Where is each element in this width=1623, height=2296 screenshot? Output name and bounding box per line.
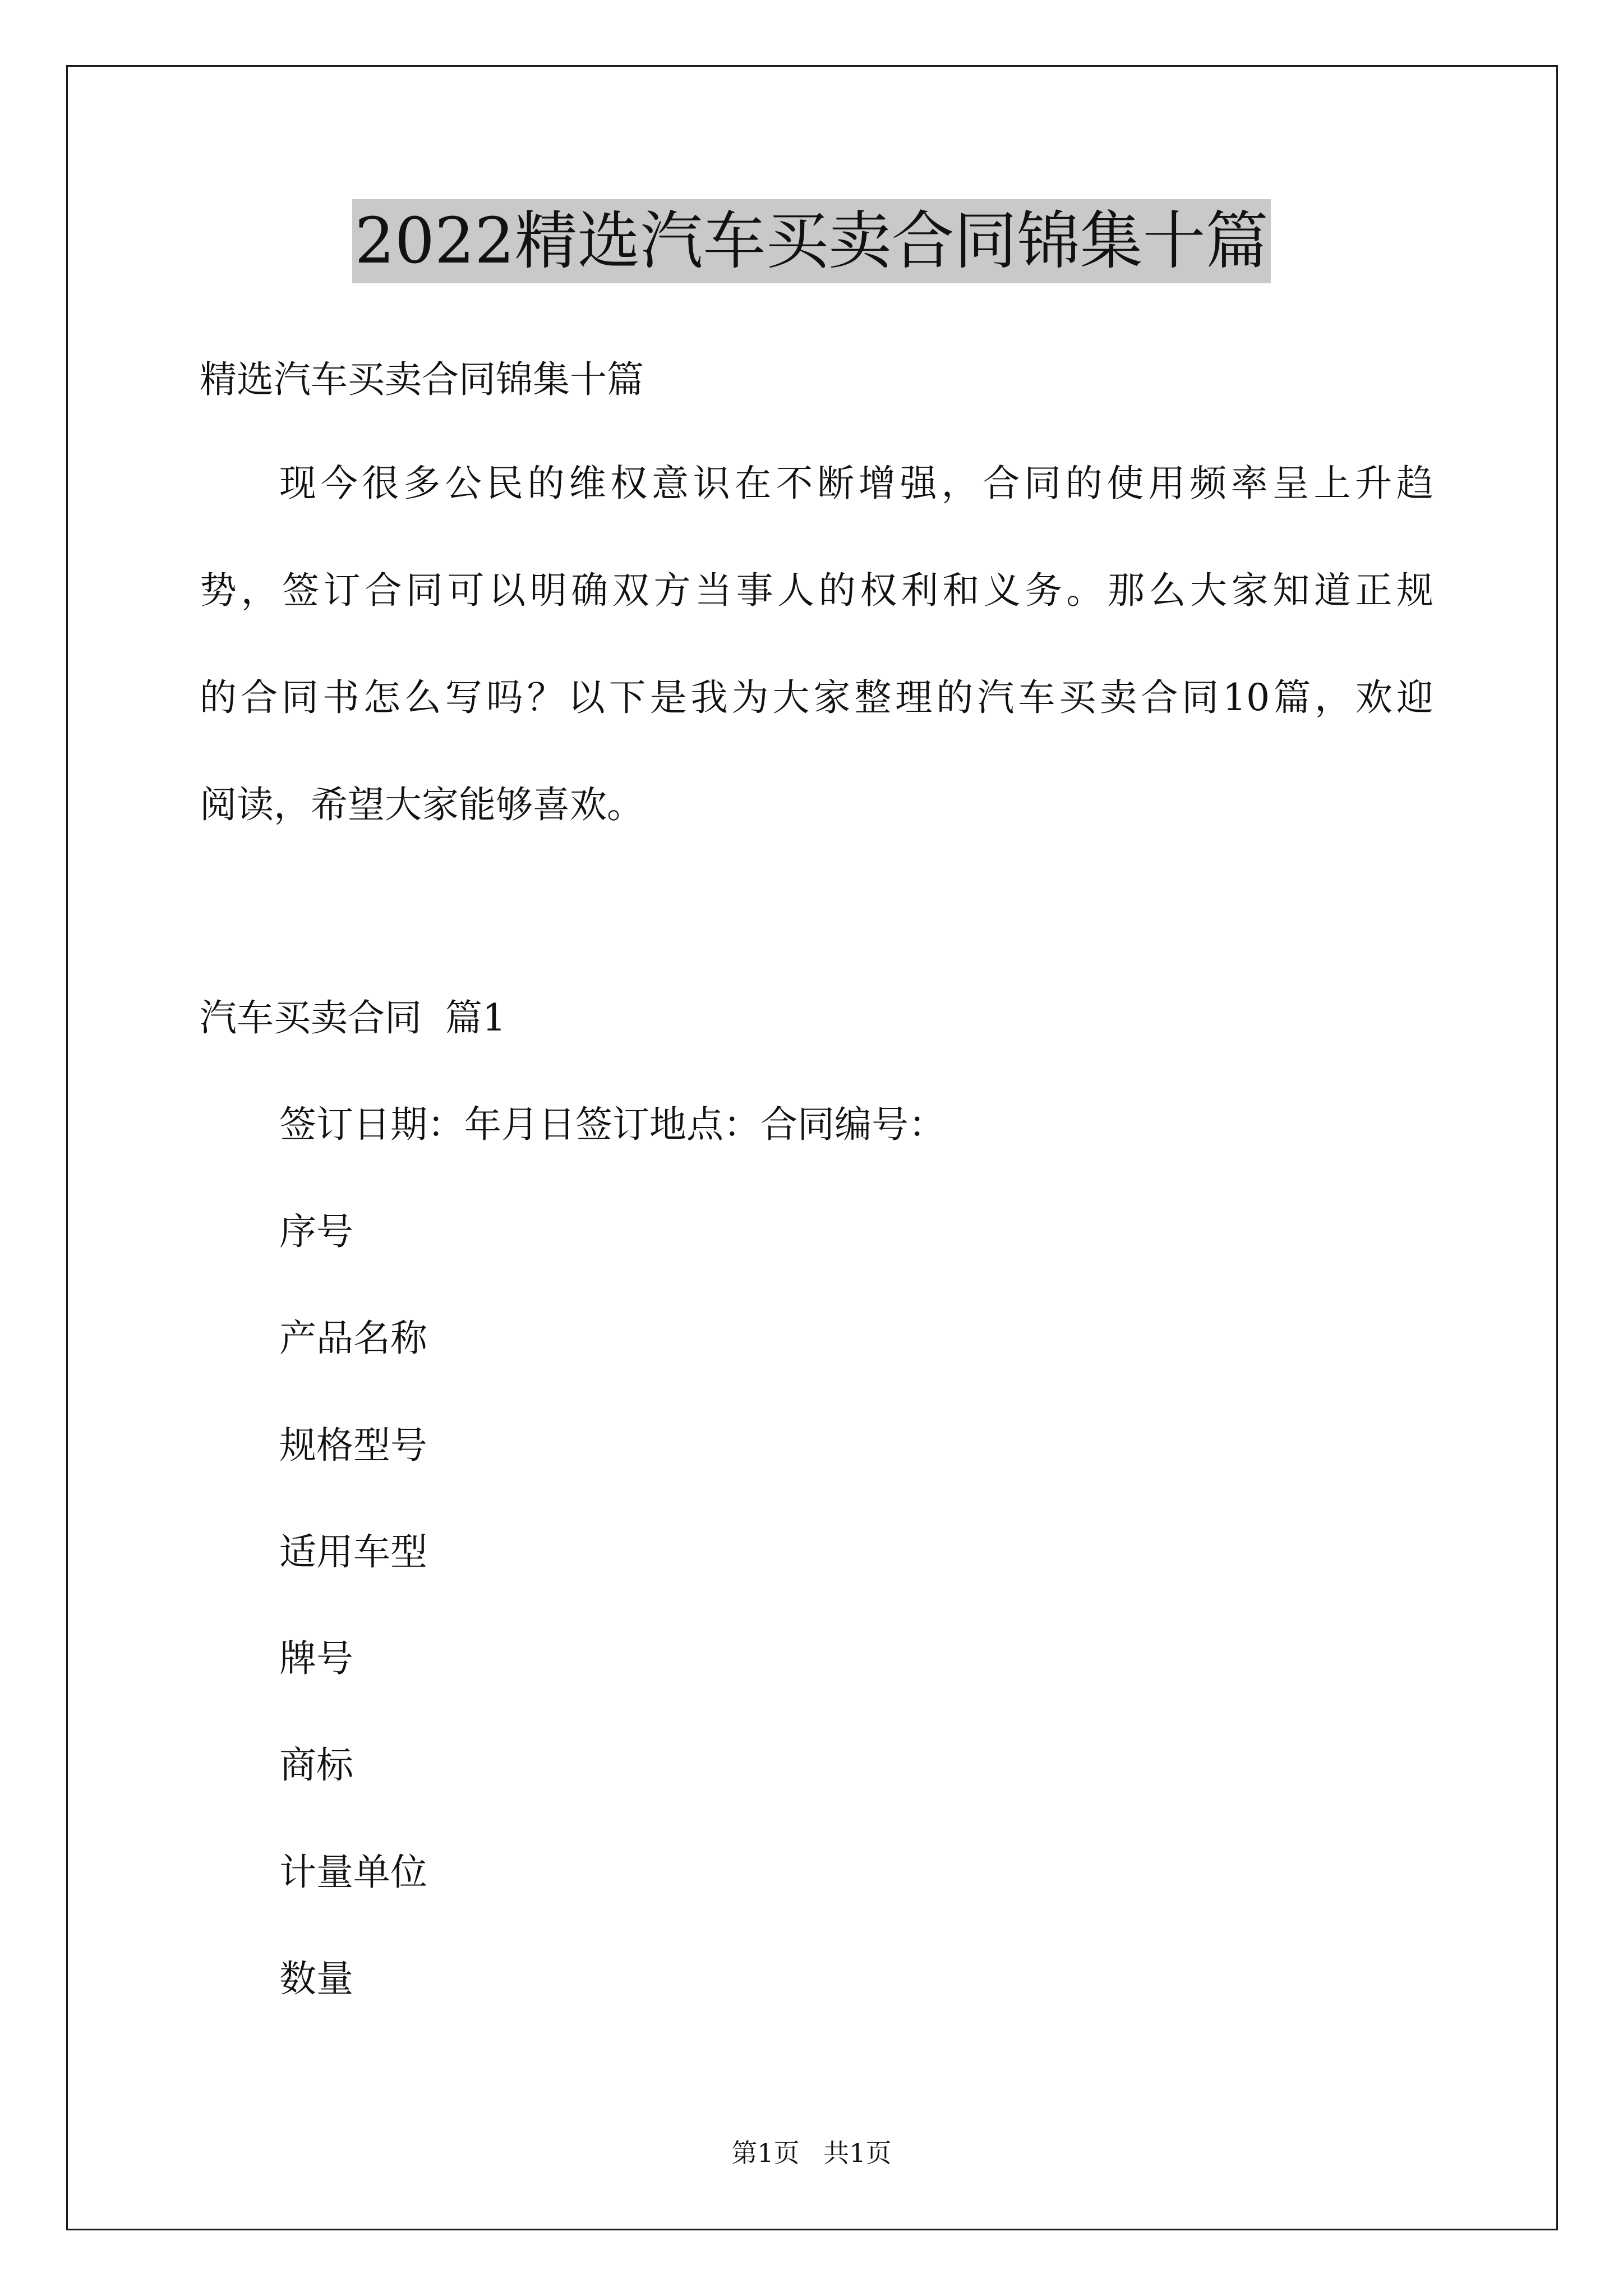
title-container: [0, 199, 1623, 283]
intro-line-4: 阅读，希望大家能够喜欢。: [200, 783, 644, 826]
field-brand-number: 牌号: [279, 1637, 353, 1680]
field-quantity: 数量: [279, 1957, 353, 2000]
field-vehicle-type: 适用车型: [279, 1530, 427, 1573]
intro-line-2: 势，签订合同可以明确双方当事人的权利和义务。那么大家知道正规: [200, 569, 1433, 612]
contract-header-line: 签订日期：年月日签订地点：合同编号：: [279, 1103, 946, 1146]
page-number-total: 共1页: [823, 2138, 892, 2168]
field-serial-number: 序号: [279, 1210, 353, 1253]
field-model-spec: 规格型号: [279, 1424, 427, 1467]
page-footer: [0, 2136, 1623, 2170]
field-trademark: 商标: [279, 1743, 353, 1787]
intro-line-1: 现今很多公民的维权意识在不断增强，合同的使用频率呈上升趋: [279, 462, 1433, 505]
field-product-name: 产品名称: [279, 1317, 427, 1360]
intro-line-3: 的合同书怎么写吗？以下是我为大家整理的汽车买卖合同10篇，欢迎: [200, 676, 1433, 719]
document-subtitle: 精选汽车买卖合同锦集十篇: [200, 358, 644, 401]
section-heading: 汽车买卖合同 篇1: [200, 996, 506, 1039]
page-number-current: 第1页: [731, 2138, 800, 2168]
document-title: 2022精选汽车买卖合同锦集十篇: [352, 199, 1270, 283]
field-unit: 计量单位: [279, 1851, 427, 1894]
